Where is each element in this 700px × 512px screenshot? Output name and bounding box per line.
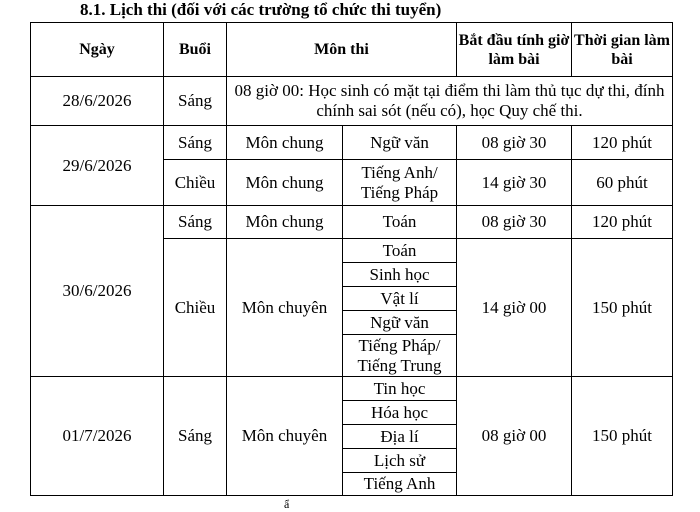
start-cell: 08 giờ 30: [457, 126, 572, 160]
subject-cell: Vật lí: [343, 287, 457, 311]
table-row: [31, 206, 673, 239]
subject-cell: Ngữ văn: [343, 311, 457, 335]
session-cell: Sáng: [164, 206, 227, 239]
group-cell: Môn chuyên: [227, 377, 343, 496]
section-title: 8.1. Lịch thi (đối với các trường tổ chức thi tuyển): [80, 0, 442, 19]
header-subject: Môn thi: [227, 23, 457, 77]
subject-cell: Hóa học: [343, 401, 457, 425]
subject-cell: Sinh học: [343, 263, 457, 287]
group-cell: Môn chung: [227, 206, 343, 239]
table-row: [31, 77, 673, 126]
duration-cell: 150 phút: [572, 377, 673, 496]
header-session: Buổi: [164, 23, 227, 77]
subject-cell: Ngữ văn: [343, 126, 457, 160]
session-cell: Sáng: [164, 77, 227, 126]
subject-cell: Toán: [343, 206, 457, 239]
start-cell: 08 giờ 30: [457, 206, 572, 239]
date-cell: 28/6/2026: [31, 77, 164, 126]
session-cell: Chiều: [164, 160, 227, 206]
note-cell: 08 giờ 00: Học sinh có mặt tại điểm thi làm thủ tục dự thi, đính chính sai sót (nếu có), học Quy chế thi.: [227, 77, 673, 126]
footer-mark: ẩ: [284, 497, 290, 511]
start-cell: 08 giờ 00: [457, 377, 572, 496]
group-cell: Môn chung: [227, 160, 343, 206]
header-date: Ngày: [31, 23, 164, 77]
date-cell: 01/7/2026: [31, 377, 164, 496]
subject-cell: Lịch sử: [343, 449, 457, 473]
header-duration: Thời gian làm bài: [572, 23, 673, 77]
table-row: [31, 377, 673, 401]
session-cell: Sáng: [164, 377, 227, 496]
session-cell: Chiều: [164, 239, 227, 377]
duration-cell: 120 phút: [572, 206, 673, 239]
duration-cell: 60 phút: [572, 160, 673, 206]
header-row: [31, 23, 673, 77]
table-row: [31, 126, 673, 160]
subject-cell: Toán: [343, 239, 457, 263]
subject-cell: Tin học: [343, 377, 457, 401]
subject-cell: Địa lí: [343, 425, 457, 449]
group-cell: Môn chuyên: [227, 239, 343, 377]
duration-cell: 150 phút: [572, 239, 673, 377]
exam-schedule-table: [30, 22, 673, 496]
duration-cell: 120 phút: [572, 126, 673, 160]
start-cell: 14 giờ 30: [457, 160, 572, 206]
subject-cell: Tiếng Anh: [343, 473, 457, 496]
start-cell: 14 giờ 00: [457, 239, 572, 377]
header-start-time: Bắt đầu tính giờ làm bài: [457, 23, 572, 77]
date-cell: 29/6/2026: [31, 126, 164, 206]
date-cell: 30/6/2026: [31, 206, 164, 377]
subject-cell: Tiếng Anh/ Tiếng Pháp: [343, 160, 457, 206]
session-cell: Sáng: [164, 126, 227, 160]
group-cell: Môn chung: [227, 126, 343, 160]
subject-cell: Tiếng Pháp/ Tiếng Trung: [343, 335, 457, 377]
